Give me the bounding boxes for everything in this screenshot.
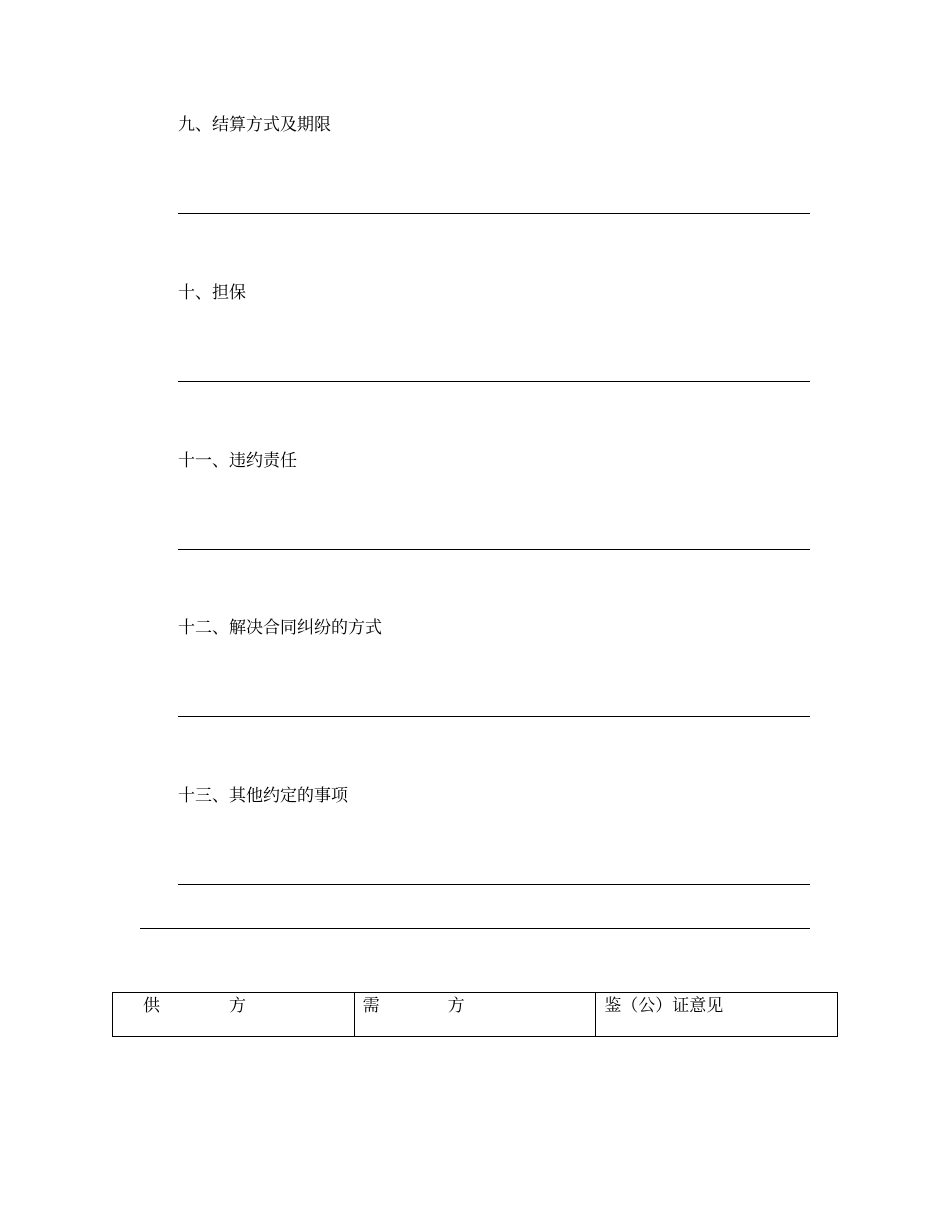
supplier-label-first: 供 bbox=[143, 996, 160, 1016]
closing-rule bbox=[140, 928, 810, 929]
signature-table-header-row bbox=[113, 993, 838, 1037]
section-heading-dispute-resolution: 十二、解决合同纠纷的方式 bbox=[178, 618, 382, 638]
section-heading-guarantee: 十、担保 bbox=[178, 283, 246, 303]
fill-in-line-breach-liability bbox=[178, 549, 810, 550]
signature-table bbox=[112, 992, 838, 1037]
fill-in-line-guarantee bbox=[178, 381, 810, 382]
supplier-label-second: 方 bbox=[229, 996, 246, 1016]
supplier-cell bbox=[113, 993, 355, 1037]
buyer-cell bbox=[354, 993, 596, 1037]
notary-label: 鉴（公）证意见 bbox=[604, 996, 724, 1016]
section-heading-breach-liability: 十一、违约责任 bbox=[178, 451, 297, 471]
fill-in-line-other-matters bbox=[178, 884, 810, 885]
notary-cell bbox=[596, 993, 838, 1037]
fill-in-line-settlement bbox=[178, 213, 810, 214]
buyer-label-second: 方 bbox=[447, 996, 465, 1016]
section-heading-other-matters: 十三、其他约定的事项 bbox=[178, 786, 348, 806]
fill-in-line-dispute-resolution bbox=[178, 716, 810, 717]
section-heading-settlement: 九、结算方式及期限 bbox=[178, 115, 331, 135]
buyer-label-first: 需 bbox=[362, 996, 380, 1016]
